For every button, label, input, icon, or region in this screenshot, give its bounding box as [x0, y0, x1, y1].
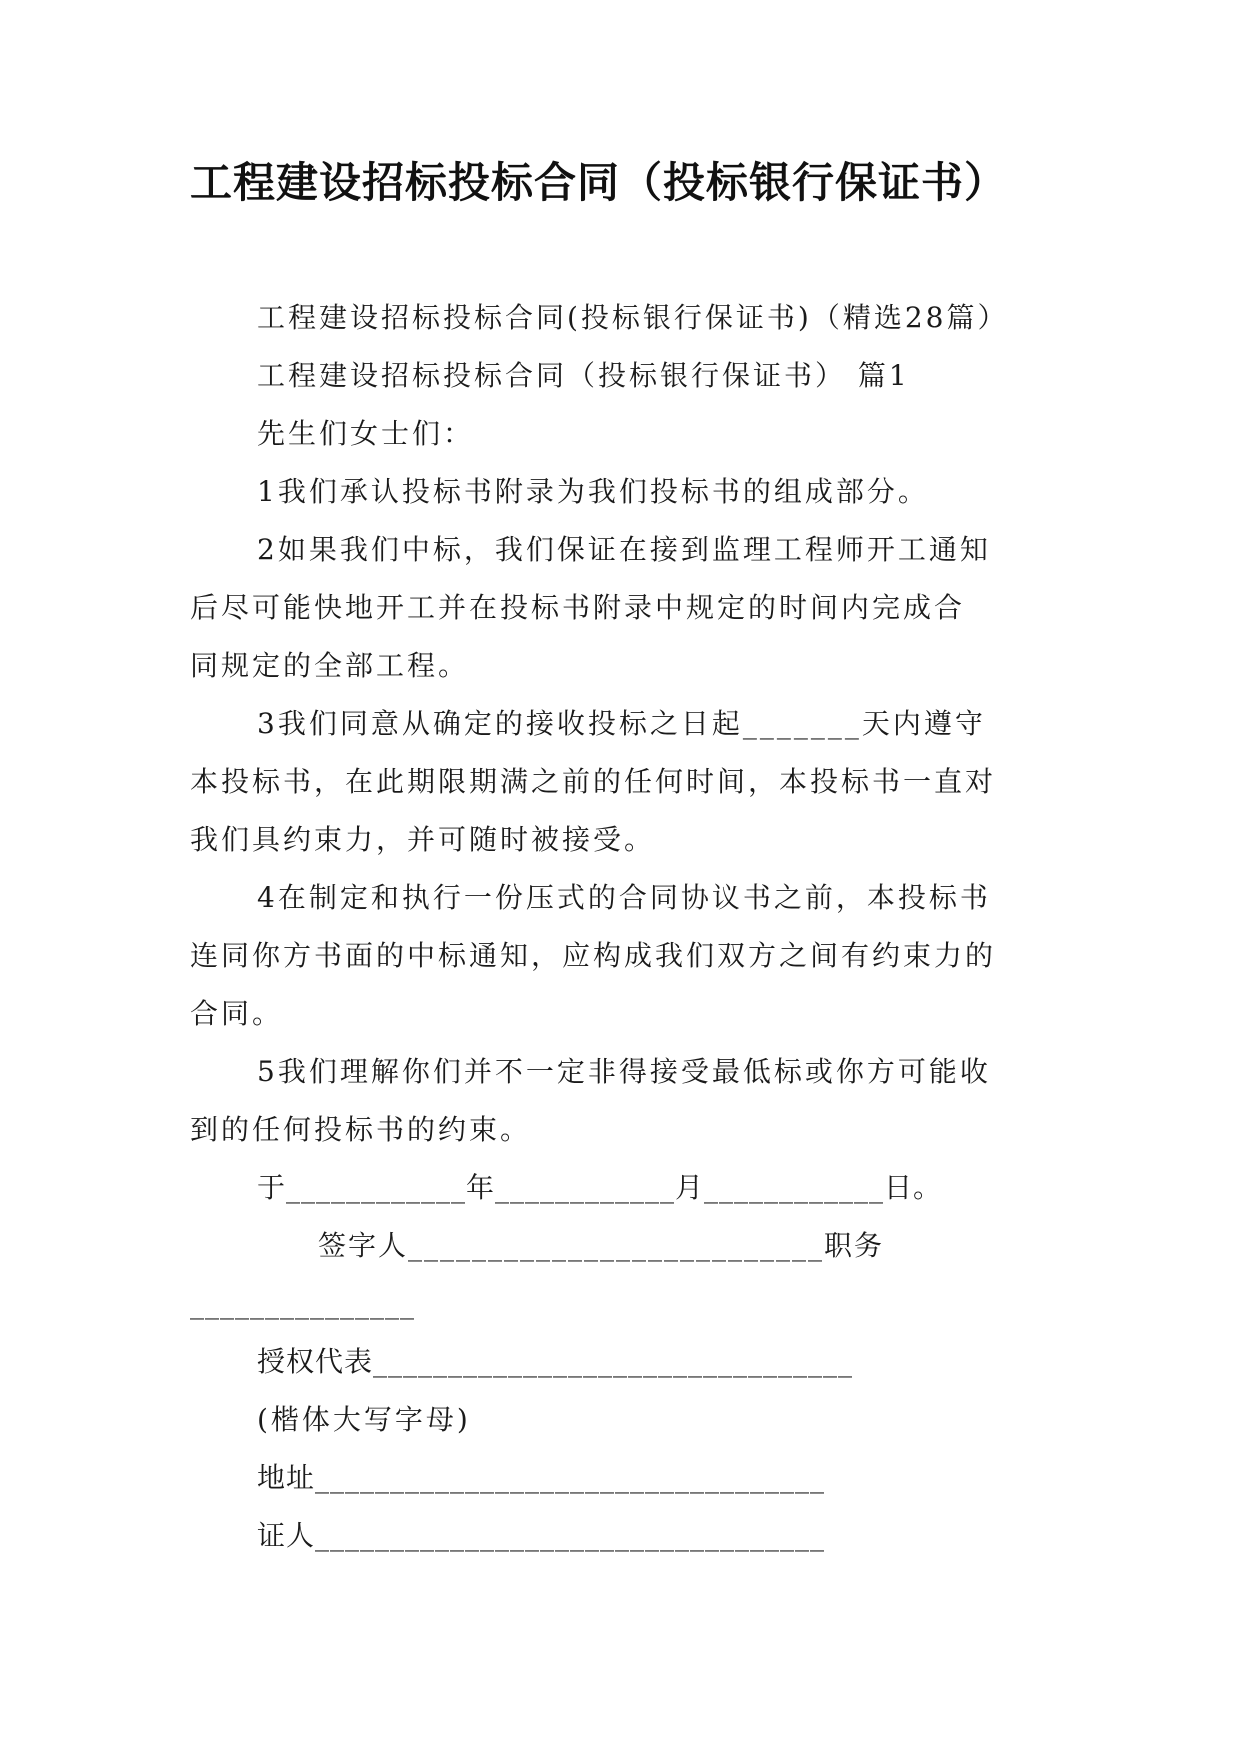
date-line: 于____________年____________月____________日。 — [257, 1171, 943, 1204]
section-heading: 工程建设招标投标合同（投标银行保证书） 篇1 — [257, 359, 910, 392]
paragraph-line: 后尽可能快地开工并在投标书附录中规定的时间内完成合 — [190, 591, 966, 624]
block-letters-note: (楷体大写字母) — [257, 1403, 471, 1436]
paragraph-line: 连同你方书面的中标通知，应构成我们双方之间有约束力的 — [190, 939, 997, 972]
document-title: 工程建设招标投标合同（投标银行保证书） — [190, 158, 1008, 207]
address-line: 地址__________________________________ — [257, 1461, 826, 1494]
paragraph-line: 5我们理解你们并不一定非得接受最低标或你方可能收 — [257, 1055, 991, 1088]
paragraph-line: 1我们承认投标书附录为我们投标书的组成部分。 — [257, 475, 929, 508]
paragraph-line: 2如果我们中标，我们保证在接到监理工程师开工通知 — [257, 533, 991, 566]
paragraph-line: 3我们同意从确定的接收投标之日起_______天内遵守 — [257, 707, 986, 740]
subtitle-line: 工程建设招标投标合同(投标银行保证书)（精选28篇） — [257, 301, 1009, 334]
signatory-line: 签字人__________________________职务 — [318, 1229, 885, 1262]
paragraph-line: 合同。 — [190, 997, 284, 1030]
paragraph-line: 本投标书，在此期限期满之前的任何时间，本投标书一直对 — [190, 765, 997, 798]
paragraph-line: 我们具约束力，并可随时被接受。 — [190, 823, 656, 856]
paragraph-line: 同规定的全部工程。 — [190, 649, 470, 682]
authorized-rep-line: 授权代表________________________________ — [257, 1345, 854, 1378]
paragraph-line: 4在制定和执行一份压式的合同协议书之前，本投标书 — [257, 881, 991, 914]
salutation: 先生们女士们： — [257, 417, 475, 450]
witness-line: 证人__________________________________ — [257, 1519, 826, 1552]
position-blank: _______________ — [190, 1287, 415, 1320]
paragraph-line: 到的任何投标书的约束。 — [190, 1113, 532, 1146]
